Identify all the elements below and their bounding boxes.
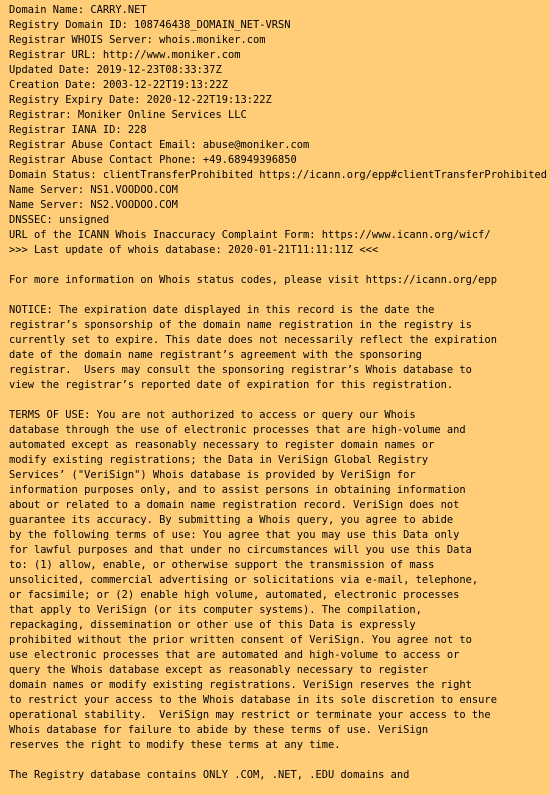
whois-line: Registrar WHOIS Server: whois.moniker.com <box>9 34 266 46</box>
whois-line: Services’ ("VeriSign") Whois database is provided by VeriSign for <box>9 469 416 481</box>
whois-line: prohibited without the prior written consent of VeriSign. You agree not to <box>9 634 472 646</box>
whois-line: unsolicited, commercial advertising or solicitations via e-mail, telephone, <box>9 574 479 586</box>
whois-line: use electronic processes that are automated and high-volume to access or <box>9 649 460 661</box>
whois-line: Registry Domain ID: 108746438_DOMAIN_NET-VRSN <box>9 19 291 31</box>
blank-line <box>9 753 550 768</box>
whois-line: that apply to VeriSign (or its computer systems). The compilation, <box>9 604 422 616</box>
whois-line: Name Server: NS2.VOODOO.COM <box>9 199 178 211</box>
blank-line <box>9 288 550 303</box>
whois-line: reserves the right to modify these terms at any time. <box>9 739 341 751</box>
whois-line: registrar’s sponsorship of the domain name registration in the registry is <box>9 319 472 331</box>
whois-line: Whois database for failure to abide by these terms of use. VeriSign <box>9 724 429 736</box>
whois-line: Registrar Abuse Contact Phone: +49.68949396850 <box>9 154 297 166</box>
whois-line: about or related to a domain name registration record. VeriSign does not <box>9 499 460 511</box>
whois-line: Name Server: NS1.VOODOO.COM <box>9 184 178 196</box>
blank-line <box>9 258 550 273</box>
whois-line: currently set to expire. This date does not necessarily reflect the expiration <box>9 334 497 346</box>
whois-line: operational stability. VeriSign may restrict or terminate your access to the <box>9 709 491 721</box>
blank-line <box>9 393 550 408</box>
whois-line: or facsimile; or (2) enable high volume, automated, electronic processes <box>9 589 460 601</box>
whois-line: domain names or modify existing registrations. VeriSign reserves the right <box>9 679 472 691</box>
whois-line: automated except as reasonably necessary to register domain names or <box>9 439 435 451</box>
whois-line: DNSSEC: unsigned <box>9 214 110 226</box>
whois-line: Registrar IANA ID: 228 <box>9 124 147 136</box>
whois-line: >>> Last update of whois database: 2020-01-21T11:11:11Z <<< <box>9 244 379 256</box>
whois-line: The Registry database contains ONLY .COM, .NET, .EDU domains and <box>9 769 410 781</box>
whois-line: For more information on Whois status codes, please visit https://icann.org/epp <box>9 274 497 286</box>
whois-line: guarantee its accuracy. By submitting a Whois query, you agree to abide <box>9 514 454 526</box>
whois-line: modify existing registrations; the Data in VeriSign Global Registry <box>9 454 429 466</box>
whois-line: by the following terms of use: You agree that you may use this Data only <box>9 529 460 541</box>
whois-line: database through the use of electronic processes that are high-volume and <box>9 424 466 436</box>
whois-line: to: (1) allow, enable, or otherwise support the transmission of mass <box>9 559 435 571</box>
whois-line: Registry Expiry Date: 2020-12-22T19:13:22Z <box>9 94 272 106</box>
whois-line: view the registrar’s reported date of expiration for this registration. <box>9 379 454 391</box>
whois-line: NOTICE: The expiration date displayed in this record is the date the <box>9 304 435 316</box>
whois-line: Domain Status: clientTransferProhibited https://icann.org/epp#clientTransferProhibited <box>9 169 547 181</box>
whois-line: Creation Date: 2003-12-22T19:13:22Z <box>9 79 228 91</box>
whois-line: Registrar: Moniker Online Services LLC <box>9 109 247 121</box>
whois-line: repackaging, dissemination or other use of this Data is expressly <box>9 619 416 631</box>
whois-line: Domain Name: CARRY.NET <box>9 4 147 16</box>
whois-line: for lawful purposes and that under no circumstances will you use this Data <box>9 544 472 556</box>
whois-line: query the Whois database except as reasonably necessary to register <box>9 664 429 676</box>
whois-line: information purposes only, and to assist persons in obtaining information <box>9 484 466 496</box>
whois-line: to restrict your access to the Whois database in its sole discretion to ensure <box>9 694 497 706</box>
whois-line: registrar. Users may consult the sponsoring registrar’s Whois database to <box>9 364 472 376</box>
whois-line: Registrar Abuse Contact Email: abuse@moniker.com <box>9 139 310 151</box>
whois-line: date of the domain name registrant’s agreement with the sponsoring <box>9 349 422 361</box>
whois-line: Updated Date: 2019-12-23T08:33:37Z <box>9 64 222 76</box>
whois-line: Registrar URL: http://www.moniker.com <box>9 49 241 61</box>
whois-line: URL of the ICANN Whois Inaccuracy Complaint Form: https://www.icann.org/wicf/ <box>9 229 491 241</box>
whois-line: TERMS OF USE: You are not authorized to access or query our Whois <box>9 409 416 421</box>
